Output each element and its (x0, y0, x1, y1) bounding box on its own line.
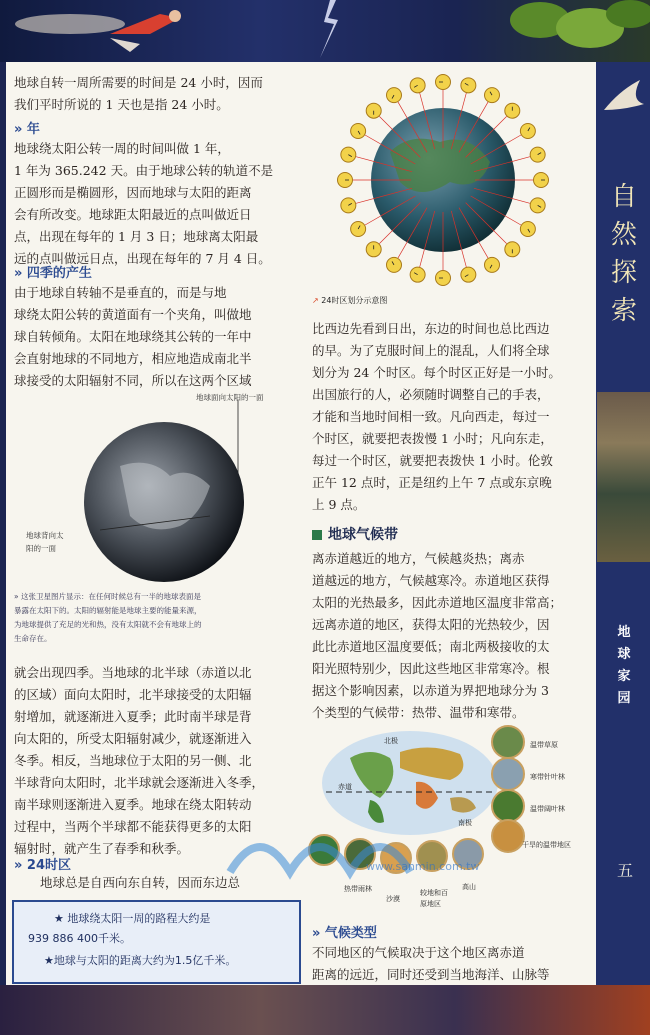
clock-icon (387, 257, 402, 272)
seasons-cont-line: 南半球则逐渐进入夏季。地球在绕太阳转动 (14, 797, 252, 812)
clock-icon (387, 88, 402, 103)
fact-line: ★ 地球绕太阳一周的路程大约是 (54, 912, 211, 925)
fact-line: ★地球与太阳的距离大约为1.5亿千米。 (44, 954, 237, 967)
top-banner (0, 0, 650, 62)
page-number: 五 (616, 861, 633, 880)
globe-label-sun: 地球面向太阳的一面 (196, 393, 264, 402)
clock-icon (410, 78, 425, 93)
year-line: 1 年为 365.242 天。由于地球公转的轨道不是 (14, 163, 274, 178)
year-line: 正圆形而是椭圆形，因而地球与太阳的距离 (14, 185, 252, 200)
intro-line: 地球自转一周所需要的时间是 24 小时，因而 (14, 75, 263, 90)
tz-cont-line: 比西边先看到日出，东边的时间也总比西边 (312, 321, 550, 336)
bottom-banner (0, 985, 650, 1035)
seasons-line: 由于地球自转轴不是垂直的，而是与地 (14, 285, 227, 300)
legend-tropical-rainforest: 热带雨林 (344, 885, 372, 893)
earth-satellite-image (60, 396, 300, 596)
map-label-south-pole: 南极 (458, 819, 472, 827)
climate-line: 离赤道越近的地方，气候越炎热；离赤 (312, 551, 525, 566)
climate-legend-photos (488, 724, 528, 854)
tz-caption: ↗ 24时区划分示意图 (312, 296, 388, 305)
clock-icon (366, 242, 381, 257)
clock-icon (351, 124, 366, 139)
seasons-line: 会直射地球的不同地方，相应地造成南北半 (14, 351, 252, 366)
lightning-illustration (300, 0, 360, 60)
seasons-line: 球绕太阳公转的黄道面有一个夹角，叫做地 (14, 307, 252, 322)
seasons-cont-line: 就会出现四季。当地球的北半球（赤道以北 (14, 665, 252, 680)
clock-icon (461, 78, 476, 93)
climate-line: 远离赤道的地区，获得太阳的光热较少，因 (312, 617, 550, 632)
climate-type-heading: » 气候类型 (312, 926, 377, 941)
climate-type-line: 距离的远近，同时还受到当地海洋、山脉等 (312, 967, 550, 982)
clock-icon (341, 198, 356, 213)
legend-temperate-grassland: 温带草原 (530, 741, 558, 749)
tz-heading: » 24时区 (14, 858, 72, 873)
year-line: 地球绕太阳公转一周的时间叫做 1 年， (14, 141, 230, 156)
year-line: 会有所改变。地球距太阳最近的点叫做近日 (14, 207, 252, 222)
globe-label-away: 阳的一面 (26, 544, 56, 553)
watermark-logo (220, 822, 480, 884)
facts-box (12, 900, 301, 984)
clock-icon (436, 271, 451, 286)
tz-cont-line: 才能和当地时间相一致。凡向西走，每过一 (312, 409, 550, 424)
climate-line: 太阳的光热最多，因此赤道地区温度非常高； (312, 595, 563, 610)
clock-icon (410, 267, 425, 282)
caption-arrow-icon: ↗ (312, 296, 319, 305)
tz-cont-line: 正午 12 点时，正是纽约上午 7 点或东京晚 (312, 475, 552, 490)
tz-cont-line: 每过一个时区，就要把表拨快 1 小时。伦敦 (312, 453, 553, 468)
seasons-cont-line: 过程中，当两个半球都不能获得更多的太阳 (14, 819, 252, 834)
seasons-heading: » 四季的产生 (14, 266, 92, 281)
legend-taiga: 寒带针叶林 (530, 773, 565, 781)
legend-savanna: 原地区 (420, 900, 441, 908)
seasons-cont-line: 的区域）面向太阳时，北半球接受的太阳辐 (14, 687, 252, 702)
climate-line: 道越远的地方，气候越寒冷。赤道地区获得 (312, 573, 550, 588)
seasons-cont-line: 冬季。相反，当地球位于太阳的另一侧、北 (14, 753, 252, 768)
year-line: 点，出现在每年的 1 月 3 日；地球离太阳最 (14, 229, 259, 244)
seasons-cont-line: 半球背向太阳时，北半球就会逐渐进入冬季， (14, 775, 265, 790)
sidebar-title: 自 然 探 索 (610, 182, 637, 326)
climate-line: 个类型的气候带：热带、温带和寒带。 (312, 705, 525, 720)
legend-highland: 高山 (462, 883, 476, 891)
clock-icon (530, 147, 545, 162)
climate-heading: 地球气候带 (312, 524, 398, 544)
seasons-cont-line: 辐射时，就产生了春季和秋季。 (14, 841, 190, 856)
bird-illustration (600, 70, 646, 130)
tz-line: 地球总是自西向东自转，因而东边总 (40, 875, 241, 890)
timezone-globe-diagram (330, 72, 560, 296)
climate-line: 此比赤道地区温度要低；南北两极接收的太 (312, 639, 550, 654)
clock-icon (530, 198, 545, 213)
clock-icon (520, 222, 535, 237)
watermark-url: www.sanmin.com.tw (366, 860, 480, 873)
map-label-north-pole: 北极 (384, 737, 398, 745)
legend-temperate-forest: 温带阔叶林 (530, 805, 565, 813)
skydiver-illustration (10, 4, 190, 56)
tz-cont-line: 个时区，就要把表拨慢 1 小时；凡向东走， (312, 431, 553, 446)
satellite-caption: 暴露在太阳下的。太阳的辐射能是地球主要的能量来源， (14, 606, 202, 615)
sidebar-photo (597, 392, 650, 562)
climate-line: 据这个影响因素，以赤道为界把地球分为 3 (312, 683, 549, 698)
clock-icon (341, 147, 356, 162)
legend-dry-temperate: 干旱的温带地区 (522, 841, 571, 849)
tz-cont-line: 的早。为了克服时间上的混乱，人们将全球 (312, 343, 550, 358)
clock-icon (366, 103, 381, 118)
clock-icon (461, 267, 476, 282)
clock-icon (505, 103, 520, 118)
seasons-cont-line: 向太阳的，所受太阳辐射减少，就逐渐进入 (14, 731, 252, 746)
satellite-caption: » 这张卫星图片显示：在任何时候总有一半的地球表面是 (14, 592, 201, 601)
clock-icon (338, 173, 353, 188)
seasons-line: 球接受的太阳辐射不同，所以在这两个区域 (14, 373, 252, 388)
tz-cont-line: 上 9 点。 (312, 497, 366, 512)
clock-icon (505, 242, 520, 257)
satellite-caption: 为地球提供了充足的光和热，没有太阳就不会有地球上的 (14, 620, 202, 629)
year-line: 远的点叫做远日点，出现在每年的 7 月 4 日。 (14, 251, 271, 266)
sidebar-section-label: 地 球 家 园 (617, 625, 631, 706)
fact-line: 939 886 400千米。 (28, 932, 131, 945)
clock-icon (436, 75, 451, 90)
clock-icon (485, 88, 500, 103)
climate-type-line: 不同地区的气候取决于这个地区离赤道 (312, 945, 525, 960)
year-heading: » 年 (14, 122, 40, 137)
clock-icon (520, 124, 535, 139)
clock-icon (485, 257, 500, 272)
legend-desert: 沙漠 (386, 895, 400, 903)
seasons-line: 球自转倾角。太阳在地球绕其公转的一年中 (14, 329, 252, 344)
map-label-equator: 赤道 (338, 783, 352, 791)
seasons-cont-line: 射增加，就逐渐进入夏季；此时南半球是背 (14, 709, 252, 724)
intro-line: 我们平时所说的 1 天也是指 24 小时。 (14, 97, 229, 112)
climate-line: 阳光照特别少，因此这些地区非常寒冷。根 (312, 661, 550, 676)
satellite-caption: 生命存在。 (14, 634, 52, 643)
clock-icon (351, 222, 366, 237)
globe-label-away: 地球背向太 (26, 531, 64, 540)
clock-icon (534, 173, 549, 188)
tz-cont-line: 划分为 24 个时区。每个时区正好是一小时。 (312, 365, 561, 380)
heading-square-icon (312, 530, 322, 540)
tz-cont-line: 出国旅行的人，必须随时调整自己的手表， (312, 387, 550, 402)
leaf-illustration (470, 0, 650, 60)
legend-savanna: 较地和百 (420, 889, 448, 897)
